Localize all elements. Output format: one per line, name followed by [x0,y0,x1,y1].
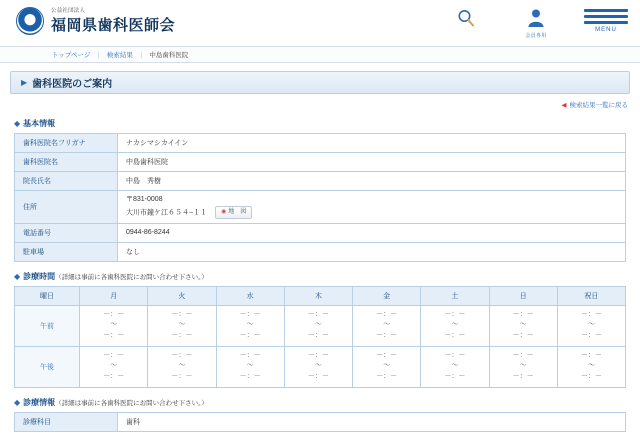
basic-info-table [14,133,626,262]
breadcrumb-item-0[interactable]: トップページ [52,52,91,59]
hours-cell: －：－ ～ －：－ [489,305,557,346]
diamond-icon: ◆ [14,271,21,281]
hours-cell: －：－ ～ －：－ [421,346,489,387]
hours-col-3: 水 [216,286,284,305]
member-caption: 会員専用 [525,33,547,39]
menu-button[interactable] [584,6,628,33]
hours-col-5: 金 [353,286,421,305]
table-row [15,153,626,172]
hours-table [14,286,626,388]
left-arrow-icon: ◀ [561,102,567,109]
table-row [15,223,626,242]
row-value: 0944-86-8244 [118,223,626,242]
hours-row-label: 午後 [15,346,80,387]
table-row [15,172,626,191]
site-header [0,0,640,46]
hours-cell: －：－ ～ －：－ [353,346,421,387]
hours-row-afternoon [15,346,626,387]
table-row [15,412,626,431]
hours-col-8: 祝日 [557,286,625,305]
hours-cell: －：－ ～ －：－ [148,305,216,346]
footer-spacer [0,432,640,436]
page-title [10,71,630,94]
table-row-address [15,191,626,224]
hours-col-0: 曜日 [15,286,80,305]
row-value: 中島歯科医院 [118,153,626,172]
section-note-hours: （詳細は事前に各歯科医院にお問い合わせ下さい。） [55,273,208,281]
triangle-icon: ▶ [21,78,28,87]
hours-cell: －：－ ～ －：－ [216,346,284,387]
search-icon [444,6,488,30]
row-value: 中島 秀樹 [118,172,626,191]
row-value: ナカシマシカイイン [118,134,626,153]
section-heading-basic [14,118,640,129]
hours-cell: －：－ ～ －：－ [284,305,352,346]
hours-cell: －：－ ～ －：－ [353,305,421,346]
section-note-treatment: （詳細は事前に各歯科医院にお問い合わせ下さい。） [55,399,208,407]
header-tools [444,6,628,39]
address-zip: 〒831-0008 [126,196,163,203]
row-value: なし [118,242,626,261]
diamond-icon: ◆ [14,397,21,407]
hours-cell: －：－ ～ －：－ [80,346,148,387]
logo-text [51,9,175,33]
address-street: 大川市鐘ケ江６５４−１１ [126,208,208,216]
hours-cell: －：－ ～ －：－ [216,305,284,346]
breadcrumb [0,46,640,63]
hours-cell: －：－ ～ －：－ [80,305,148,346]
breadcrumb-separator-0: ｜ [95,52,102,59]
section-heading-hours [14,271,640,282]
map-pin-icon: ◉ [221,208,227,215]
row-label: 電話番号 [15,223,118,242]
back-to-results-link[interactable]: 検索結果一覧に戻る [569,102,628,109]
breadcrumb-item-1[interactable]: 検索結果 [106,52,133,59]
map-button[interactable] [215,206,252,219]
table-row [15,242,626,261]
hours-cell: －：－ ～ －：－ [489,346,557,387]
hours-col-7: 日 [489,286,557,305]
menu-caption: MENU [595,27,617,33]
row-label: 駐車場 [15,242,118,261]
row-label: 住所 [15,191,118,224]
search-button[interactable] [444,6,488,32]
breadcrumb-separator-1: ｜ [137,52,145,59]
row-label: 歯科医院名フリガナ [15,134,118,153]
address-street-line [126,206,617,219]
hours-cell: －：－ ～ －：－ [421,305,489,346]
section-heading-hours-label: 診療時間 [23,271,56,281]
page-title-label: 歯科医院のご案内 [32,79,113,90]
row-label: 院長氏名 [15,172,118,191]
section-heading-basic-label: 基本情報 [23,119,56,128]
logo-emblem-icon [16,7,44,35]
row-label: 歯科医院名 [15,153,118,172]
org-sub-label: 公益社団法人 [51,8,86,15]
member-button[interactable] [514,6,558,39]
hours-col-6: 土 [421,286,489,305]
person-icon [514,6,558,30]
section-heading-treatment [14,397,640,408]
hours-cell: －：－ ～ －：－ [557,346,625,387]
diamond-icon: ◆ [14,119,21,128]
table-row [15,134,626,153]
hours-header-row [15,286,626,305]
breadcrumb-item-2: 中島歯科医院 [149,52,189,59]
hamburger-icon [584,6,628,24]
org-name-label: 福岡県歯科医師会 [51,16,176,34]
hours-col-2: 火 [148,286,216,305]
hours-col-1: 月 [80,286,148,305]
back-to-results-row [0,100,628,109]
section-heading-treatment-label: 診療情報 [23,397,56,407]
row-value-address [118,191,626,224]
hours-row-label: 午前 [15,305,80,346]
site-logo[interactable] [16,7,175,35]
hours-cell: －：－ ～ －：－ [284,346,352,387]
map-button-label: 地 図 [228,208,247,215]
row-value: 歯科 [118,412,626,431]
row-label: 診療科目 [15,412,118,431]
hours-cell: －：－ ～ －：－ [557,305,625,346]
hours-row-morning [15,305,626,346]
treatment-info-table [14,412,626,432]
hours-cell: －：－ ～ －：－ [148,346,216,387]
hours-col-4: 木 [284,286,352,305]
